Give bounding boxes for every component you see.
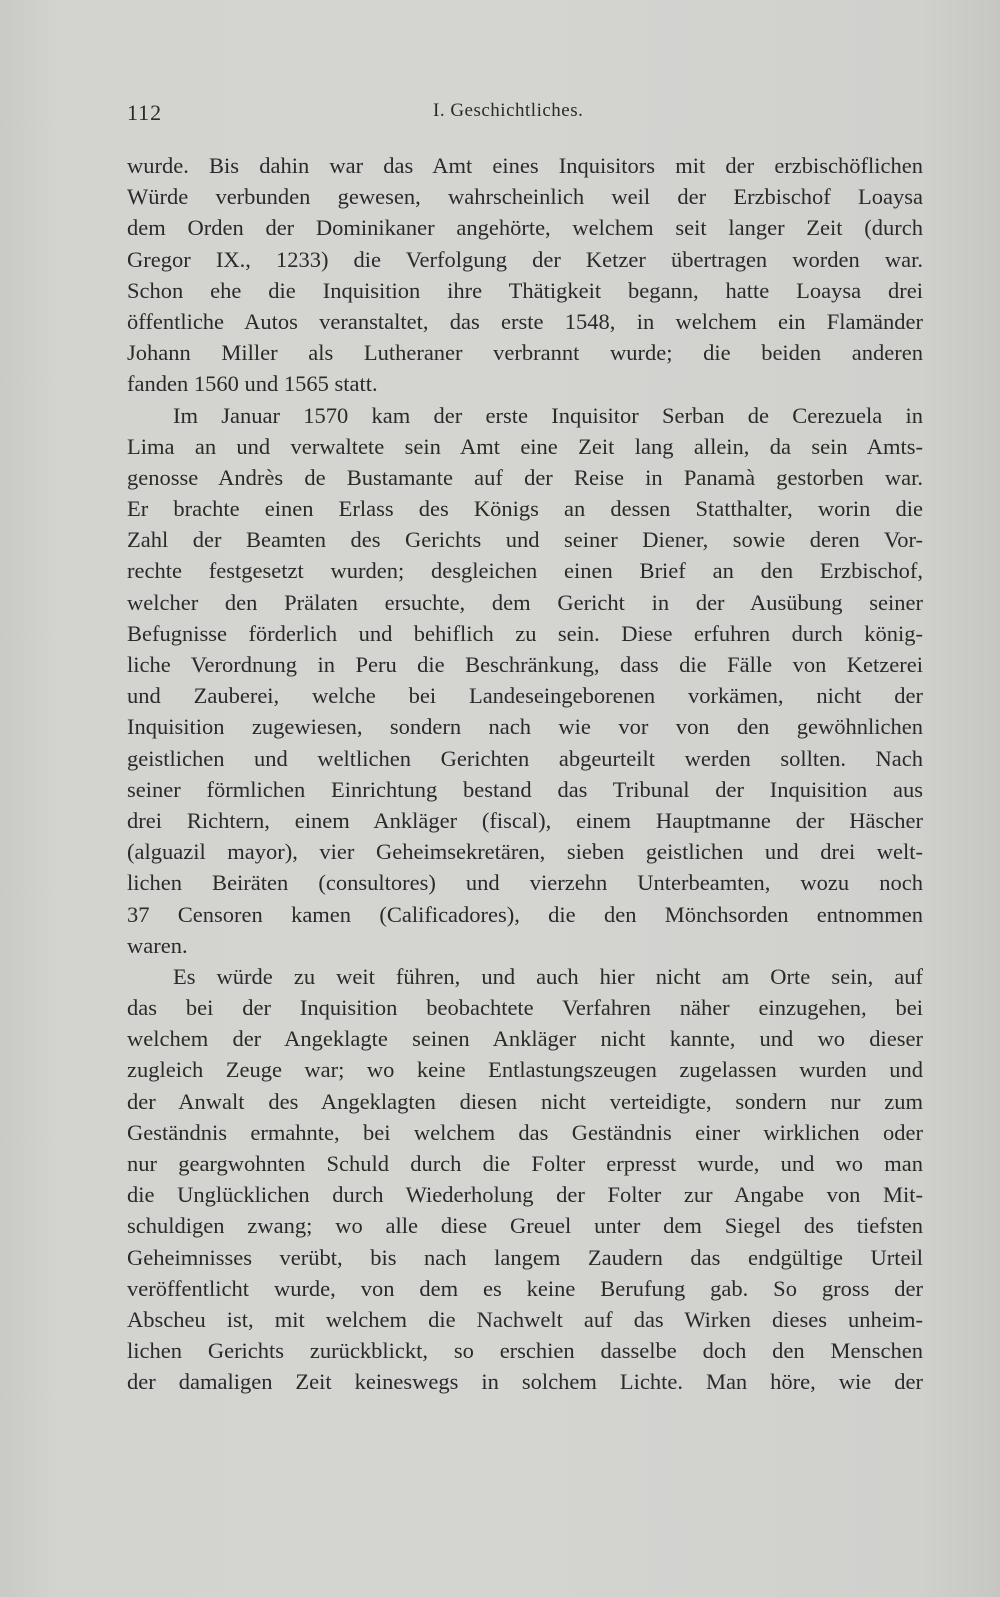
text-line: 37 Censoren kamen (Calificadores), die den Mönchsorden entnommen	[127, 901, 923, 927]
text-line: das bei der Inquisition beobachtete Verfahren näher einzugehen, bei	[127, 995, 923, 1021]
text-line: Im Januar 1570 kam der erste Inquisitor Serban de Cerezuela in	[173, 402, 923, 428]
text-line: nur geargwohnten Schuld durch die Folter erpresst wurde, und wo man	[127, 1151, 923, 1176]
text-line: Befugnisse förderlich und behiflich zu sein. Diese erfuhren durch könig-	[127, 620, 923, 646]
text-line: Inquisition zugewiesen, sondern nach wie vor von den gewöhnlichen	[127, 714, 923, 740]
text-line: und Zauberei, welche bei Landeseingeborenen vorkämen, nicht der	[127, 683, 923, 709]
text-line: Würde verbunden gewesen, wahrscheinlich weil der Erzbischof Loaysa	[127, 184, 923, 210]
text-line: (alguazil mayor), vier Geheimsekretären, sieben geistlichen und drei welt-	[127, 839, 923, 865]
text-line: Johann Miller als Lutheraner verbrannt wurde; die beiden anderen	[127, 340, 923, 366]
text-line: rechte festgesetzt wurden; desgleichen einen Brief an den Erzbischof,	[127, 558, 923, 584]
text-line: fanden 1560 und 1565 statt.	[127, 371, 378, 397]
running-head-title: I. Geschichtliches.	[433, 100, 584, 121]
text-line: lichen Gerichts zurückblickt, so erschien dasselbe doch den Menschen	[127, 1338, 923, 1364]
text-line: Zahl der Beamten des Gerichts und seiner Diener, sowie deren Vor-	[127, 527, 923, 553]
text-line: die Unglücklichen durch Wiederholung der Folter zur Angabe von Mit-	[127, 1182, 923, 1208]
body-text	[127, 150, 923, 1398]
text-line: dem Orden der Dominikaner angehörte, welchem seit langer Zeit (durch	[127, 215, 923, 241]
text-line: Gregor IX., 1233) die Verfolgung der Ketzer übertragen worden war.	[127, 246, 923, 272]
text-line: öffentliche Autos veranstaltet, das erste 1548, in welchem ein Flamänder	[127, 308, 923, 334]
text-line: Es würde zu weit führen, und auch hier nicht am Orte sein, auf	[173, 963, 923, 989]
text-line: liche Verordnung in Peru die Beschränkung, dass die Fälle von Ketzerei	[127, 652, 923, 677]
text-line: zugleich Zeuge war; wo keine Entlastungszeugen zugelassen wurden und	[127, 1057, 923, 1083]
text-line: drei Richtern, einem Ankläger (fiscal), einem Hauptmanne der Häscher	[127, 807, 923, 833]
text-line: veröffentlicht wurde, von dem es keine Berufung gab. So gross der	[127, 1275, 923, 1301]
text-line: schuldigen zwang; wo alle diese Greuel unter dem Siegel des tiefsten	[127, 1213, 923, 1239]
text-line: genosse Andrès de Bustamante auf der Reise in Panamà gestorben war.	[127, 464, 923, 490]
text-line: Lima an und verwaltete sein Amt eine Zeit lang allein, da sein Amts-	[127, 433, 923, 459]
text-line: Geständnis ermahnte, bei welchem das Geständnis einer wirklichen oder	[127, 1119, 923, 1145]
text-line: geistlichen und weltlichen Gerichten abgeurteilt werden sollten. Nach	[127, 745, 923, 771]
running-head	[127, 100, 923, 130]
text-line: lichen Beiräten (consultores) und vierzehn Unterbeamten, wozu noch	[127, 870, 923, 896]
text-line: Abscheu ist, mit welchem die Nachwelt auf das Wirken dieses unheim-	[127, 1306, 923, 1332]
page-number: 112	[127, 100, 163, 125]
text-line: seiner förmlichen Einrichtung bestand das Tribunal der Inquisition aus	[127, 776, 923, 802]
text-line: welcher den Prälaten ersuchte, dem Gericht in der Ausübung seiner	[127, 589, 923, 615]
text-line: Er brachte einen Erlass des Königs an dessen Statthalter, worin die	[127, 496, 923, 522]
text-line: welchem der Angeklagte seinen Ankläger nicht kannte, und wo dieser	[127, 1026, 923, 1052]
text-line: der damaligen Zeit keineswegs in solchem Lichte. Man höre, wie der	[127, 1369, 923, 1395]
text-line: der Anwalt des Angeklagten diesen nicht verteidigte, sondern nur zum	[127, 1088, 923, 1114]
text-line: Geheimnisses verübt, bis nach langem Zaudern das endgültige Urteil	[127, 1244, 923, 1270]
text-line: Schon ehe die Inquisition ihre Thätigkeit begann, hatte Loaysa drei	[127, 277, 923, 303]
text-line: waren.	[127, 932, 188, 958]
text-line: wurde. Bis dahin war das Amt eines Inquisitors mit der erzbischöflichen	[127, 153, 923, 178]
